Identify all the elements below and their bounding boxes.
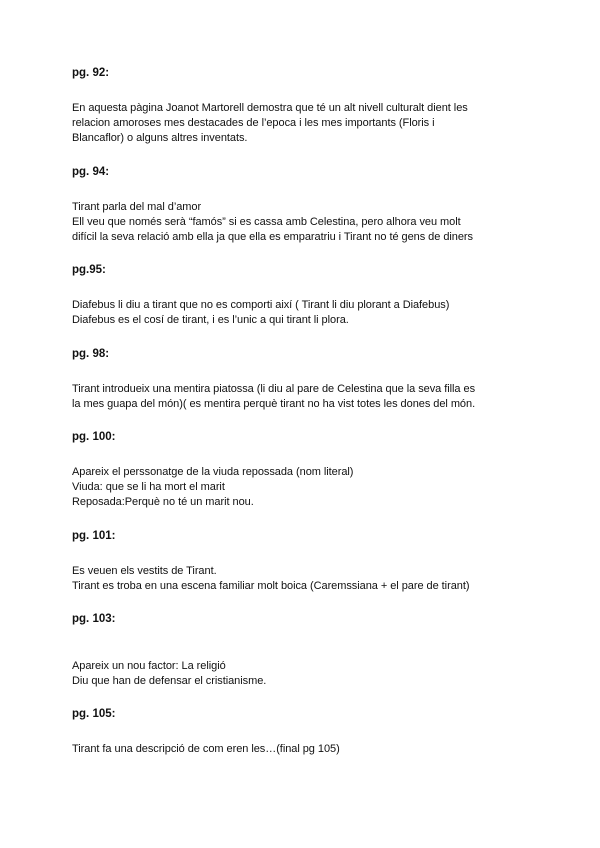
section-pg-95: [72, 263, 542, 328]
paragraph-line: Tirant introdueix una mentira piatossa (li diu al pare de Celestina que la seva filla es: [72, 382, 476, 395]
section-pg-98: [72, 347, 542, 412]
paragraph-line: Apareix el perssonatge de la viuda repossada (nom literal): [72, 466, 354, 479]
section-pg-105: [72, 707, 542, 757]
blank-line: [72, 647, 542, 659]
paragraph-line: la mes guapa del món)( es mentira perquè tirant no ha vist totes les dones del món.: [72, 397, 476, 410]
section-heading: pg. 103:: [72, 613, 116, 626]
paragraph-line: Reposada:Perquè no té un marit nou.: [72, 496, 254, 509]
section-heading: pg.95:: [72, 264, 106, 277]
section-pg-101: [72, 529, 542, 594]
section-heading: pg. 98:: [72, 347, 110, 360]
paragraph-line: difícil la seva relació amb ella ja que ella es emparatriu i Tirant no té gens de diners: [72, 231, 473, 244]
section-pg-92: [72, 66, 542, 147]
paragraph-line: Diafebus li diu a tirant que no es comporti així ( Tirant li diu plorant a Diafebus): [72, 299, 450, 312]
section-heading: pg. 92:: [72, 67, 110, 79]
section-pg-94: [72, 165, 542, 246]
section-heading: pg. 105:: [72, 708, 116, 721]
section-pg-103: [72, 612, 542, 689]
paragraph-line: relacion amoroses mes destacades de l’epoca i les mes importants (Floris i: [72, 117, 435, 130]
paragraph-line: Blancaflor) o alguns altres inventats.: [72, 132, 248, 145]
paragraph-line: Tirant fa una descripció de com eren les…(final pg 105): [72, 743, 340, 756]
paragraph-line: Viuda: que se li ha mort el marit: [72, 481, 225, 494]
document-page: [72, 66, 542, 776]
section-heading: pg. 94:: [72, 165, 110, 178]
section-heading: pg. 101:: [72, 529, 116, 542]
paragraph-line: Tirant es troba en una escena familiar molt boica (Caremssiana + el pare de tirant): [72, 579, 470, 592]
paragraph-line: Diu que han de defensar el cristianisme.: [72, 675, 267, 688]
paragraph-line: Ell veu que només serà “famós” si es cassa amb Celestina, pero alhora veu molt: [72, 215, 461, 228]
section-heading: pg. 100:: [72, 431, 116, 444]
section-pg-100: [72, 430, 542, 511]
paragraph-line: Apareix un nou factor: La religió: [72, 660, 226, 673]
paragraph-line: Diafebus es el cosí de tirant, i es l’unic a qui tirant li plora.: [72, 314, 349, 327]
paragraph-line: Tirant parla del mal d’amor: [72, 200, 202, 213]
paragraph-line: En aquesta pàgina Joanot Martorell demostra que té un alt nivell culturalt dient les: [72, 102, 468, 114]
paragraph-line: Es veuen els vestits de Tirant.: [72, 564, 217, 577]
